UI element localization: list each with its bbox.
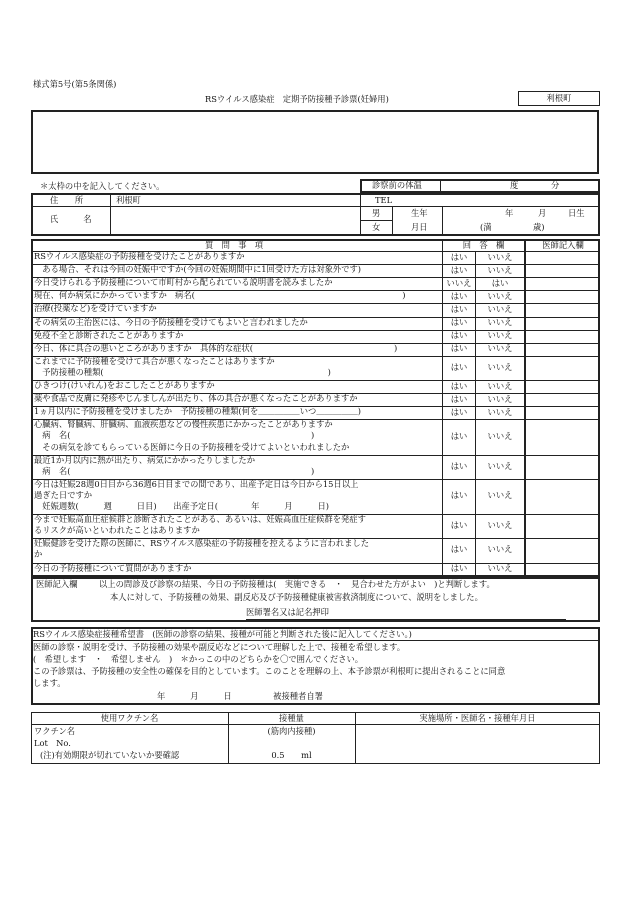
question-text: 今日の予防接種について質問がありますか <box>34 562 192 573</box>
answer-option-2[interactable]: いいえ <box>487 303 513 314</box>
question-text: か <box>34 549 43 560</box>
answer-option-1[interactable]: はい <box>450 264 468 275</box>
answer-option-2[interactable]: いいえ <box>487 460 513 471</box>
dose-header: 接種量 <box>279 713 304 723</box>
doctor-signature-label: 医師署名又は記名押印 <box>246 607 329 617</box>
doctor-note-cell[interactable] <box>526 394 598 405</box>
doctor-note-cell[interactable] <box>526 381 598 392</box>
answer-option-2[interactable]: いいえ <box>487 544 513 555</box>
question-text: 今日、体に具合の悪いところがありますか 具体的な症状( ) <box>34 342 398 353</box>
form-number: 様式第5号(第5条関係) <box>33 79 117 89</box>
question-text: 治療(投薬など)を受けていますか <box>34 303 157 314</box>
doctor-section-label: 医師記入欄 <box>36 579 78 589</box>
answer-option-1[interactable]: はい <box>450 330 468 341</box>
name-label: 氏 名 <box>50 214 92 224</box>
answer-option-2[interactable]: いいえ <box>487 406 513 417</box>
question-text: 今まで妊娠高血圧症候群と診断されたことがある、あるいは、妊娠高血圧症候群を発症す <box>34 514 366 525</box>
municipality-name: 利根町 <box>546 93 572 103</box>
answer-option-1[interactable]: はい <box>450 251 468 262</box>
answer-option-2[interactable]: いいえ <box>487 330 513 341</box>
answer-option-1[interactable]: はい <box>450 290 468 301</box>
answer-option-1[interactable]: はい <box>450 343 468 354</box>
doctor-note-cell[interactable] <box>526 420 598 453</box>
answer-option-2[interactable]: いいえ <box>487 563 513 574</box>
temperature-unit: 分 <box>551 180 560 190</box>
doctor-signature-line[interactable] <box>246 619 566 620</box>
doctor-note-cell[interactable] <box>526 539 598 561</box>
doctor-note-cell[interactable] <box>526 304 598 315</box>
question-text: 1ヵ月以内に予防接種を受けましたか 予防接種の種類(何を＿＿＿＿＿いつ＿＿＿＿＿) <box>34 406 362 417</box>
consent-line-1: 医師の診察・説明を受け、予防接種の効果や副反応などについて理解した上で、接種を希望します。 <box>33 642 406 652</box>
answer-option-2[interactable]: いいえ <box>487 264 513 275</box>
question-text: るリスクが高いといわれたことはありますか <box>34 525 200 536</box>
consent-date-signature[interactable]: 年 月 日 被接種者自署 <box>157 691 323 701</box>
answer-option-2[interactable]: いいえ <box>487 380 513 391</box>
address-value[interactable]: 利根町 <box>116 195 141 205</box>
place-doctor-date-field[interactable] <box>357 726 598 762</box>
address-label: 住 所 <box>50 195 84 205</box>
question-text: その病気の主治医には、今日の予防接種を受けてもよいと言われましたか <box>34 316 308 327</box>
dose-amount: 0.5 ml <box>271 750 312 760</box>
consent-choice[interactable]: ( 希望します ・ 希望しません ) ＊かっこの中のどちらかを〇で囲んでください。 <box>33 654 364 664</box>
name-field[interactable] <box>112 208 358 235</box>
birthdate-label-bottom: 月日 <box>411 222 428 232</box>
doctor-note-cell[interactable] <box>526 344 598 355</box>
consent-line-3: します。 <box>33 678 66 688</box>
answer-option-1[interactable]: はい <box>450 520 468 531</box>
question-text: 今日は妊娠28週0日目から36週6日目までの間であり、出産予定日は今日から15日以上 <box>34 478 359 489</box>
temperature-degree: 度 <box>510 180 519 190</box>
sex-male[interactable]: 男 <box>372 208 381 218</box>
answer-option-2[interactable]: いいえ <box>487 317 513 328</box>
doctor-note-cell[interactable] <box>526 357 598 379</box>
lot-number-label[interactable]: Lot No. <box>34 738 71 748</box>
birthdate-label-top: 生年 <box>411 208 428 218</box>
answer-option-1[interactable]: はい <box>450 460 468 471</box>
doctor-note-cell[interactable] <box>526 456 598 478</box>
answer-option-2[interactable]: いいえ <box>487 490 513 501</box>
col-answer-header: 回 答 欄 <box>462 240 505 250</box>
vaccine-name-header: 使用ワクチン名 <box>100 713 159 723</box>
question-text: 今日受けられる予防接種について市町村から配られている説明書を読みましたか <box>34 277 333 288</box>
tel-field[interactable] <box>395 195 599 205</box>
answer-option-1[interactable]: はい <box>450 317 468 328</box>
doctor-note-cell[interactable] <box>526 407 598 418</box>
doctor-note-cell[interactable] <box>526 480 598 513</box>
answer-option-1[interactable]: はい <box>450 361 468 372</box>
answer-option-2[interactable]: いいえ <box>487 343 513 354</box>
question-text: 過ぎた日ですか <box>34 489 93 500</box>
question-text: その病気を診てもらっている医師に今日の予防接種を受けてよいといわれましたか <box>34 441 350 452</box>
answer-option-2[interactable]: いいえ <box>487 430 513 441</box>
place-doctor-date-header: 実施場所・医師名・接種年月日 <box>419 713 536 723</box>
question-text: 妊娠健診を受けた際の医師に、RSウイルス感染症の予防接種を控えるように言われました <box>34 538 370 549</box>
temperature-label: 診察前の体温 <box>372 180 422 190</box>
answer-option-1[interactable]: はい <box>450 303 468 314</box>
doctor-note-cell[interactable] <box>526 252 598 263</box>
doctor-note-cell[interactable] <box>526 291 598 302</box>
answer-option-2[interactable]: いいえ <box>487 361 513 372</box>
answer-option-1[interactable]: はい <box>450 393 468 404</box>
doctor-note-cell[interactable] <box>526 331 598 342</box>
age-close: 歳) <box>533 222 545 232</box>
answer-option-1[interactable]: はい <box>450 380 468 391</box>
answer-option-2[interactable]: いいえ <box>487 290 513 301</box>
col-doctor-header: 医師記入欄 <box>542 240 584 250</box>
question-text: 妊娠週数( 週 日目) 出産予定日( 年 月 日) <box>34 501 330 511</box>
answer-option-1[interactable]: はい <box>450 490 468 501</box>
answer-option-1[interactable]: はい <box>450 544 468 555</box>
answer-option-1[interactable]: はい <box>450 406 468 417</box>
doctor-judgement-text[interactable]: 以上の問診及び診察の結果、今日の予防接種は( 実施できる ・ 見合わせた方がよい )と判断します。 <box>99 579 495 589</box>
tel-label: TEL <box>375 195 393 205</box>
question-text: 現在、何か病気にかかっていますか 病名( ) <box>34 290 406 301</box>
doctor-note-cell[interactable] <box>526 515 598 537</box>
form-title: RSウイルス感染症 定期予防接種予診票(妊婦用) <box>205 94 389 104</box>
expiry-note: (注)有効期限が切れていないか要確認 <box>40 750 180 760</box>
vaccine-name-label[interactable]: ワクチン名 <box>34 726 76 736</box>
question-text: 予防接種の種類( ) <box>34 366 331 377</box>
consent-line-2: この予診票は、予防接種の安全性の確保を目的としています。このことを理解の上、本予診票が利根町に提出されることに同意 <box>33 666 506 676</box>
consent-title: RSウイルス感染症接種希望書 (医師の診察の結果、接種が可能と判断された後に記入してください。) <box>33 629 412 639</box>
doctor-note-cell[interactable] <box>526 318 598 329</box>
doctor-note-cell[interactable] <box>526 265 598 276</box>
birth-day-unit: 日生 <box>568 208 585 218</box>
question-text: 病 名( ) <box>34 465 315 476</box>
question-text: 最近1か月以内に熱が出たり、病気にかかったりしましたか <box>34 454 255 465</box>
municipality-box <box>518 91 600 106</box>
doctor-note-cell[interactable] <box>526 278 598 289</box>
answer-option-1[interactable]: いいえ <box>446 277 472 288</box>
question-text: 病 名( ) <box>34 430 315 441</box>
instruction-text: ＊太枠の中を記入してください。 <box>40 181 165 191</box>
sex-female[interactable]: 女 <box>372 222 381 232</box>
answer-option-1[interactable]: はい <box>450 430 468 441</box>
injection-route: (筋肉内接種) <box>267 726 316 736</box>
birth-year-unit: 年 <box>505 208 514 218</box>
birth-month-unit: 月 <box>538 208 547 218</box>
question-text: 心臓病、腎臓病、肝臓病、血液疾患などの慢性疾患にかかったことがありますか <box>34 419 333 430</box>
doctor-explanation-text: 本人に対して、予防接種の効果、副反応及び予防接種健康被害救済制度について、説明をしました。 <box>110 592 483 602</box>
answer-option-2[interactable]: いいえ <box>487 251 513 262</box>
answer-option-2[interactable]: いいえ <box>487 520 513 531</box>
doctor-note-cell[interactable] <box>526 564 598 575</box>
blank-entry-box[interactable] <box>31 110 599 174</box>
age-open: (満 <box>480 222 492 232</box>
question-text: ある場合、それは今回の妊娠中ですか(今回の妊娠期間中に1回受けた方は対象外です) <box>34 264 362 275</box>
question-text: これまでに予防接種を受けて具合が悪くなったことはありますか <box>34 355 275 366</box>
temperature-field[interactable] <box>441 180 599 192</box>
question-text: RSウイルス感染症の予防接種を受けたことがありますか <box>34 251 245 261</box>
question-text: ひきつけ(けいれん)をおこしたことがありますか <box>34 380 215 390</box>
answer-option-2[interactable]: いいえ <box>487 393 513 404</box>
question-text: 薬や食品で皮膚に発疹やじんましんが出たり、体の具合が悪くなったことがありますか <box>34 393 358 404</box>
question-text: 免疫不全と診断されたことがありますか <box>34 329 184 340</box>
col-question-header: 質 問 事 項 <box>205 240 264 250</box>
answer-option-1[interactable]: はい <box>450 563 468 574</box>
answer-option-2[interactable]: はい <box>491 277 509 288</box>
